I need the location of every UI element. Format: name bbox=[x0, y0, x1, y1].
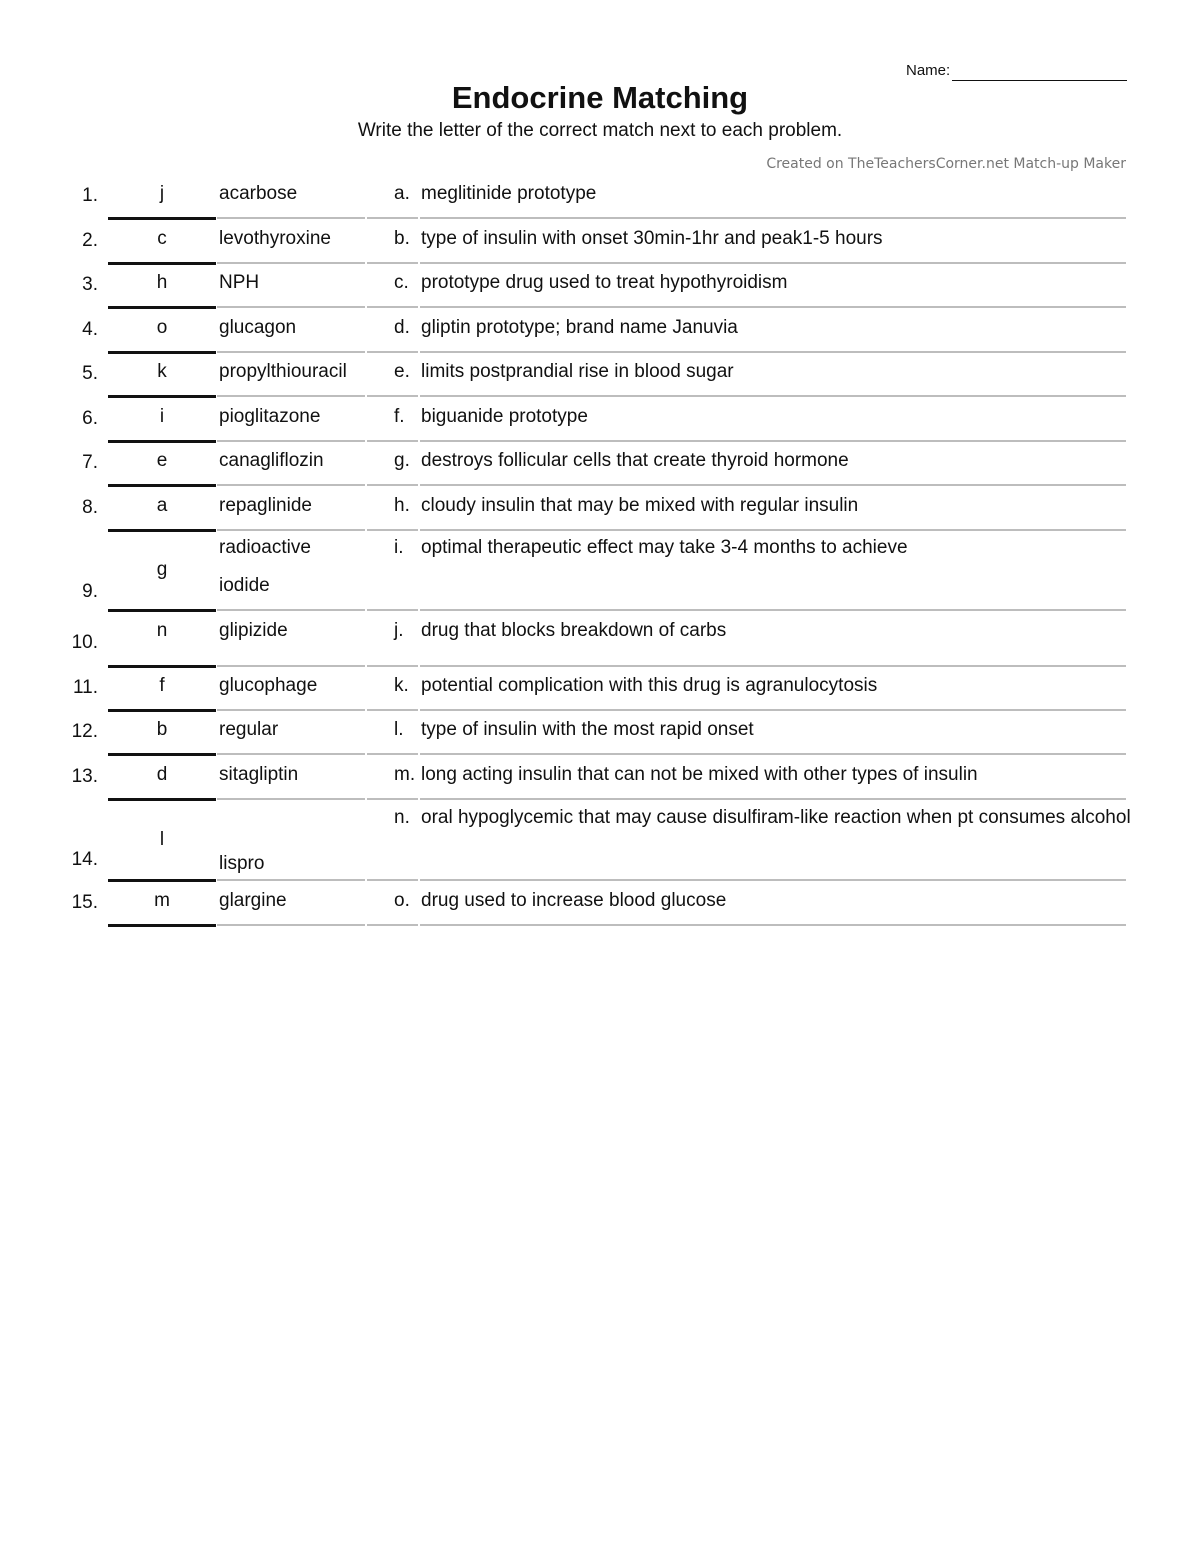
definition-text: type of insulin with onset 30min-1hr and peak1-5 hours bbox=[421, 228, 883, 249]
item-number: 13. bbox=[71, 766, 98, 787]
item-number: 4. bbox=[82, 319, 98, 340]
table-row bbox=[0, 272, 1200, 310]
definition-text: destroys follicular cells that create thyroid hormone bbox=[421, 450, 849, 471]
letter-divider bbox=[367, 529, 418, 531]
definition-text: prototype drug used to treat hypothyroidism bbox=[421, 272, 788, 293]
item-number: 5. bbox=[82, 363, 98, 384]
term-divider bbox=[217, 609, 365, 611]
definition-letter: e. bbox=[394, 361, 410, 382]
letter-divider bbox=[367, 217, 418, 219]
answer-letter[interactable]: n bbox=[156, 620, 168, 641]
table-row bbox=[0, 183, 1200, 221]
term-divider bbox=[217, 753, 365, 755]
letter-divider bbox=[367, 753, 418, 755]
answer-blank bbox=[108, 217, 216, 220]
definition-text: potential complication with this drug is agranulocytosis bbox=[421, 675, 878, 696]
answer-letter[interactable]: o bbox=[156, 317, 168, 338]
definition-letter: m. bbox=[394, 764, 416, 785]
letter-divider bbox=[367, 395, 418, 397]
answer-blank bbox=[108, 609, 216, 612]
answer-blank bbox=[108, 262, 216, 265]
definition-text: meglitinide prototype bbox=[421, 183, 597, 204]
definition-text: drug used to increase blood glucose bbox=[421, 890, 727, 911]
item-number: 9. bbox=[82, 581, 98, 602]
definition-text: gliptin prototype; brand name Januvia bbox=[421, 317, 738, 338]
term-text: acarbose bbox=[219, 183, 298, 204]
definition-letter: i. bbox=[394, 537, 404, 558]
letter-divider bbox=[367, 709, 418, 711]
table-row bbox=[0, 537, 1200, 613]
definition-divider bbox=[420, 609, 1126, 611]
letter-divider bbox=[367, 879, 418, 881]
answer-letter[interactable]: a bbox=[156, 495, 168, 516]
answer-letter[interactable]: f bbox=[159, 675, 165, 696]
definition-divider bbox=[420, 924, 1126, 926]
answer-letter[interactable]: m bbox=[154, 890, 170, 911]
definition-letter: b. bbox=[394, 228, 410, 249]
table-row bbox=[0, 890, 1200, 928]
letter-divider bbox=[367, 665, 418, 667]
answer-blank bbox=[108, 484, 216, 487]
answer-blank bbox=[108, 306, 216, 309]
term-text: glucophage bbox=[219, 675, 318, 696]
definition-letter: c. bbox=[394, 272, 409, 293]
answer-blank bbox=[108, 529, 216, 532]
answer-blank bbox=[108, 395, 216, 398]
definition-divider bbox=[420, 395, 1126, 397]
letter-divider bbox=[367, 924, 418, 926]
answer-blank bbox=[108, 924, 216, 927]
item-number: 3. bbox=[82, 274, 98, 295]
definition-letter: n. bbox=[394, 807, 410, 828]
answer-letter[interactable]: g bbox=[156, 559, 168, 580]
definition-text: oral hypoglycemic that may cause disulfiram-like reaction when pt consumes alcohol bbox=[421, 807, 1131, 828]
definition-text: optimal therapeutic effect may take 3-4 months to achieve bbox=[421, 537, 908, 558]
term-divider bbox=[217, 217, 365, 219]
table-row bbox=[0, 406, 1200, 444]
definition-divider bbox=[420, 879, 1126, 881]
table-row bbox=[0, 764, 1200, 802]
term-text: glargine bbox=[219, 890, 287, 911]
letter-divider bbox=[367, 609, 418, 611]
definition-text: cloudy insulin that may be mixed with regular insulin bbox=[421, 495, 859, 516]
table-row bbox=[0, 317, 1200, 355]
definition-divider bbox=[420, 217, 1126, 219]
table-row bbox=[0, 450, 1200, 488]
letter-divider bbox=[367, 306, 418, 308]
definition-text: drug that blocks breakdown of carbs bbox=[421, 620, 727, 641]
definition-text: type of insulin with the most rapid onset bbox=[421, 719, 754, 740]
definition-letter: a. bbox=[394, 183, 410, 204]
definition-letter: j. bbox=[394, 620, 404, 641]
item-number: 6. bbox=[82, 408, 98, 429]
definition-divider bbox=[420, 753, 1126, 755]
answer-letter[interactable]: d bbox=[156, 764, 168, 785]
answer-blank bbox=[108, 351, 216, 354]
term-text: levothyroxine bbox=[219, 228, 331, 249]
item-number: 10. bbox=[71, 632, 98, 653]
table-row bbox=[0, 675, 1200, 713]
term-text: repaglinide bbox=[219, 495, 312, 516]
name-label: Name: bbox=[906, 62, 951, 79]
table-row bbox=[0, 361, 1200, 399]
answer-letter[interactable]: i bbox=[159, 406, 165, 427]
definition-letter: k. bbox=[394, 675, 409, 696]
term-text: pioglitazone bbox=[219, 406, 321, 427]
instructions: Write the letter of the correct match next to each problem. bbox=[357, 120, 843, 141]
item-number: 15. bbox=[71, 892, 98, 913]
term-text: canagliflozin bbox=[219, 450, 324, 471]
letter-divider bbox=[367, 440, 418, 442]
answer-letter[interactable]: b bbox=[156, 719, 168, 740]
letter-divider bbox=[367, 262, 418, 264]
item-number: 1. bbox=[82, 185, 98, 206]
definition-divider bbox=[420, 484, 1126, 486]
definition-letter: g. bbox=[394, 450, 410, 471]
term-text: sitagliptin bbox=[219, 764, 299, 785]
item-number: 11. bbox=[72, 677, 98, 698]
definition-letter: f. bbox=[394, 406, 405, 427]
term-divider bbox=[217, 924, 365, 926]
item-number: 7. bbox=[82, 452, 98, 473]
page-title: Endocrine Matching bbox=[451, 80, 749, 115]
letter-divider bbox=[367, 484, 418, 486]
term-text: NPH bbox=[219, 272, 260, 293]
table-row bbox=[0, 495, 1200, 533]
answer-letter[interactable]: c bbox=[157, 228, 167, 249]
definition-letter: o. bbox=[394, 890, 410, 911]
letter-divider bbox=[367, 351, 418, 353]
answer-blank bbox=[108, 709, 216, 712]
definition-letter: h. bbox=[394, 495, 410, 516]
table-row bbox=[0, 719, 1200, 757]
definition-text: long acting insulin that can not be mixed with other types of insulin bbox=[421, 764, 978, 785]
answer-letter[interactable]: l bbox=[159, 829, 165, 850]
answer-blank bbox=[108, 665, 216, 668]
credit-note: Created on TheTeachersCorner.net Match-up Maker bbox=[766, 156, 1126, 172]
item-number: 2. bbox=[82, 230, 98, 251]
term-divider bbox=[217, 879, 365, 881]
term-text: radioactive iodide bbox=[219, 537, 311, 596]
item-number: 12. bbox=[71, 721, 98, 742]
answer-letter[interactable]: k bbox=[157, 361, 167, 382]
answer-blank bbox=[108, 440, 216, 443]
table-row bbox=[0, 620, 1200, 669]
answer-blank bbox=[108, 798, 216, 801]
term-text: glipizide bbox=[219, 620, 288, 641]
letter-divider bbox=[367, 798, 418, 800]
table-row bbox=[0, 807, 1200, 883]
answer-blank bbox=[108, 879, 216, 882]
term-divider bbox=[217, 484, 365, 486]
table-row bbox=[0, 228, 1200, 266]
term-text: lispro bbox=[219, 853, 265, 874]
item-number: 14. bbox=[71, 849, 98, 870]
answer-blank bbox=[108, 753, 216, 756]
definition-text: limits postprandial rise in blood sugar bbox=[421, 361, 734, 382]
term-divider bbox=[217, 395, 365, 397]
term-divider bbox=[217, 306, 365, 308]
definition-divider bbox=[420, 306, 1126, 308]
term-divider bbox=[217, 798, 365, 800]
definition-letter: d. bbox=[394, 317, 410, 338]
term-text: glucagon bbox=[219, 317, 297, 338]
answer-letter[interactable]: h bbox=[156, 272, 168, 293]
term-text: regular bbox=[219, 719, 279, 740]
definition-text: biguanide prototype bbox=[421, 406, 588, 427]
answer-letter[interactable]: j bbox=[159, 183, 165, 204]
term-text: propylthiouracil bbox=[219, 361, 347, 382]
answer-letter[interactable]: e bbox=[156, 450, 168, 471]
item-number: 8. bbox=[82, 497, 98, 518]
definition-letter: l. bbox=[394, 719, 404, 740]
